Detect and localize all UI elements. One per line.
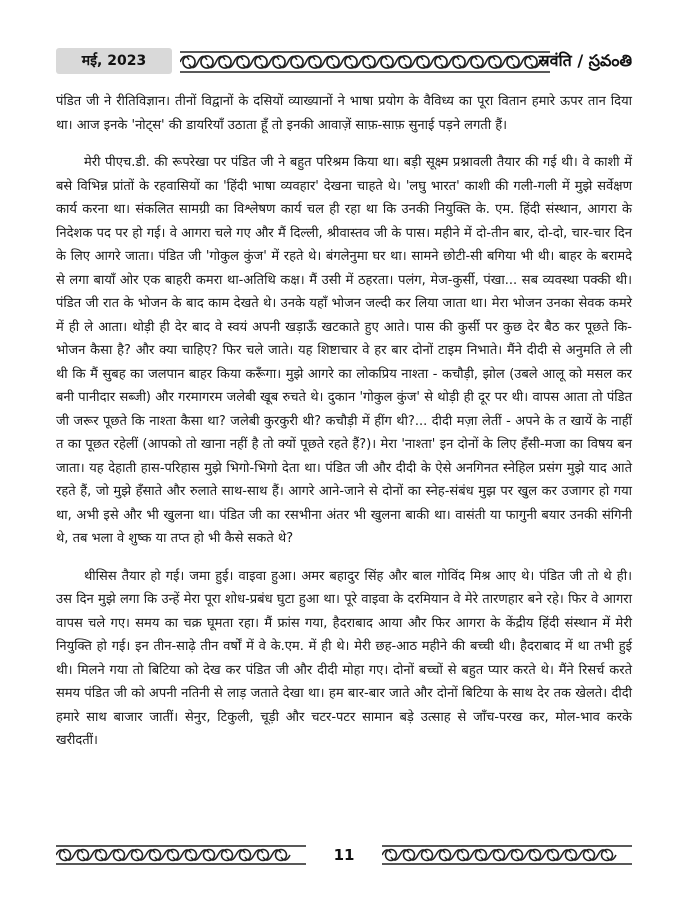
paragraph-3: थीसिस तैयार हो गई। जमा हुई। वाइवा हुआ। अमर बहादुर सिंह और बाल गोविंद मिश्र आए थे। पंडित जी तो थे ही। उस दिन मुझे लगा कि उन्हें मेरा पूरा शोध-प्रबंध घुटा हुआ था। पूरे वाइवा के दरमियान वे मेरे तारणहार बने रहे। फिर वे आगरा वापस चले गए। समय का चक्र घूमता रहा। मैं फ्रांस गया, हैदराबाद आया और फिर आगरा के केंद्रीय हिंदी संस्थान में मेरी नियुक्ति हो गई। इन तीन-साढ़े तीन वर्षों में वे के.एम. में ही थे। मेरी छह-आठ महीने की बच्ची थी। हैदराबाद में था तभी हुई थी। मिलने गया तो बिटिया को देख कर पंडित जी और दीदी मोहा गए। दोनों बच्चों से बहुत प्यार करते थे। मैंने रिसर्च करते समय पंडित जी को अपनी नतिनी से लाड़ जताते देखा था। हम बार-बार जाते और दोनों बिटिया के साथ देर तक खेलते। दीदी हमारे साथ बाजार जातीं। सेनुर, टिकुली, चूड़ी और चटर-पटर सामान बड़े उत्साह से जाँच-परख कर, मोल-भाव करके खरीदतीं। (56, 568, 632, 748)
page-header (56, 48, 632, 76)
article-body (56, 90, 632, 767)
page-footer (56, 842, 632, 868)
footer-ornament-right (382, 845, 632, 865)
issue-date: मई, 2023 (56, 48, 172, 74)
header-ornament-border (180, 51, 550, 73)
journal-title: स्रवंति / స్రవంతి (538, 51, 632, 70)
paragraph-1: पंडित जी ने रीतिविज्ञान। तीनों विद्वानों के दसियों व्याख्यानों ने भाषा प्रयोग के वैविध्य का पूरा वितान हमारे ऊपर तान दिया था। आज इनके 'नोट्स' की डायरियाँ उठाता हूँ तो इनकी आवाज़ें साफ़-साफ़ सुनाई पड़ने लगती हैं। (56, 94, 632, 133)
page-number: 11 (333, 846, 355, 864)
paragraph-2: मेरी पीएच.डी. की रूपरेखा पर पंडित जी ने बहुत परिश्रम किया था। बड़ी सूक्ष्म प्रश्नावली तैयार की गई थी। वे काशी में बसे विभिन्न प्रांतों के रहवासियों का 'हिंदी भाषा व्यवहार' देखना चाहते थे। 'लघु भारत' काशी की गली-गली में मुझे सर्वेक्षण कार्य करना था। संकलित सामग्री का विश्लेषण कार्य चल ही रहा था कि उनकी नियुक्ति के. एम. हिंदी संस्थान, आगरा के निदेशक पद पर हो गई। वे आगरा चले गए और मैं दिल्ली, श्रीवास्तव जी के पास। महीने में दो-तीन बार, दो-दो, चार-चार दिन के लिए आगरे जाता। पंडित जी 'गोकुल कुंज' में रहते थे। बंगलेनुमा घर था। सामने छोटी-सी बगिया भी थी। बाहर के बरामदे से लगा बायाँ ओर एक बाहरी कमरा था-अतिथि कक्ष। मैं उसी में ठहरता। पलंग, मेज-कुर्सी, पंखा... सब व्यवस्था पक्की थी। पंडित जी रात के भोजन के बाद काम देखते थे। उनके यहाँ भोजन जल्दी कर लिया जाता था। मेरा भोजन उनका सेवक कमरे में ही ले आता। थोड़ी ही देर बाद वे स्वयं अपनी खड़ाऊँ खटकाते हुए आते। पास की कुर्सी पर कुछ देर बैठ कर पूछते कि-भोजन कैसा है? और क्या चाहिए? फिर चले जाते। यह शिष्टाचार वे हर बार दोनों टाइम निभाते। मैंने दीदी से अनुमति ले ली थी कि मैं सुबह का जलपान बाहर किया करूँगा। मुझे आगरे का लोकप्रिय नाश्ता - कचौड़ी, झोल (उबले आलू को मसल कर बनी पानीदार सब्जी) और गरमागरम जलेबी खूब रुचते थे। दुकान 'गोकुल कुंज' से थोड़ी ही दूर पर थी। वापस आता तो पंडित जी जरूर पूछते कि नाश्ता कैसा था? जलेबी कुरकुरी थी? कचौड़ी में हींग थी?... दीदी मज़ा लेतीं - अपने के त खायें के नाहीं त का पूछत रहेलीं (आपको तो खाना नहीं है तो क्यों पूछते रहते हैं?)। मेरा 'नाश्ता' इन दोनों के लिए हँसी-मजा का विषय बन जाता। यह देहाती हास-परिहास मुझे भिगो-भिगो देता था। पंडित जी और दीदी के ऐसे अनगिनत स्नेहिल प्रसंग मुझे याद आते रहते हैं, जो मुझे हँसाते और रुलाते साथ-साथ हैं। आगरे आने-जाने से दोनों का स्नेह-संबंध मुझ पर खुल कर उजागर हो गया था, अभी इसे और भी खुलना था। पंडित जी का रसभीना अंतर भी खुलना बाकी था। वासंती या फागुनी बयार उनकी संगिनी थे, तब भला वे शुष्क या तप्त हो भी कैसे सकते थे? (56, 155, 632, 546)
footer-ornament-left (56, 845, 306, 865)
